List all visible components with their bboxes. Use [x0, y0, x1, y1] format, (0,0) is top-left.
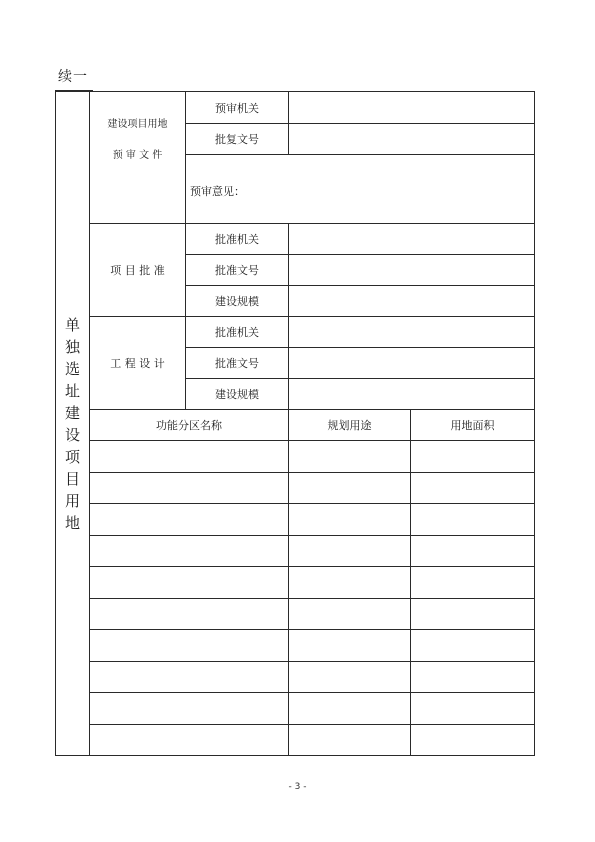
table-row — [56, 661, 535, 693]
design-authority-value[interactable] — [289, 317, 535, 348]
design-section-label: 工 程 设 计 — [90, 317, 186, 410]
table-row — [56, 630, 535, 662]
table-row — [56, 441, 535, 473]
table-row — [56, 535, 535, 567]
planned-use-header: 规划用途 — [289, 410, 411, 441]
zone-name-cell[interactable] — [90, 535, 289, 567]
pre-review-authority-label: 预审机关 — [186, 92, 289, 124]
pre-review-opinion[interactable] — [186, 155, 535, 224]
zone-name-cell[interactable] — [90, 724, 289, 756]
planned-use-cell[interactable] — [289, 598, 411, 630]
zone-name-cell[interactable] — [90, 661, 289, 693]
planned-use-cell[interactable] — [289, 630, 411, 662]
zone-name-cell[interactable] — [90, 441, 289, 473]
approval-scale-label: 建设规模 — [186, 286, 289, 317]
planned-use-cell[interactable] — [289, 472, 411, 504]
approval-authority-label: 批准机关 — [186, 224, 289, 255]
design-scale-label: 建设规模 — [186, 379, 289, 410]
planned-use-cell[interactable] — [289, 535, 411, 567]
zone-name-cell[interactable] — [90, 598, 289, 630]
approval-authority-value[interactable] — [289, 224, 535, 255]
zone-name-cell[interactable] — [90, 630, 289, 662]
land-area-cell[interactable] — [411, 567, 535, 599]
side-label: 单 独 选 址 建 设 项 目 用 地 — [56, 92, 90, 756]
design-doc-no-value[interactable] — [289, 348, 535, 379]
land-area-cell[interactable] — [411, 441, 535, 473]
land-area-cell[interactable] — [411, 472, 535, 504]
approval-section-label: 项 目 批 准 — [90, 224, 186, 317]
pre-review-opinion-label: 预审意见： — [190, 185, 245, 198]
land-area-cell[interactable] — [411, 693, 535, 725]
table-row — [56, 724, 535, 756]
design-authority-label: 批准机关 — [186, 317, 289, 348]
table-row — [56, 504, 535, 536]
planned-use-cell[interactable] — [289, 724, 411, 756]
approval-scale-value[interactable] — [289, 286, 535, 317]
table-row — [56, 693, 535, 725]
zone-name-cell[interactable] — [90, 567, 289, 599]
zone-name-cell[interactable] — [90, 472, 289, 504]
table-row — [56, 567, 535, 599]
page-number: - 3 - — [288, 782, 307, 792]
approval-doc-no-label: 批准文号 — [186, 255, 289, 286]
planned-use-cell[interactable] — [289, 567, 411, 599]
table-row — [56, 472, 535, 504]
pre-review-section-label: 建设项目用地 预 审 文 件 — [90, 92, 186, 224]
design-scale-value[interactable] — [289, 379, 535, 410]
design-doc-no-label: 批准文号 — [186, 348, 289, 379]
land-area-cell[interactable] — [411, 598, 535, 630]
pre-review-authority-value[interactable] — [289, 92, 535, 124]
land-area-cell[interactable] — [411, 630, 535, 662]
pre-review-doc-no-value[interactable] — [289, 124, 535, 155]
planned-use-cell[interactable] — [289, 693, 411, 725]
land-area-cell[interactable] — [411, 661, 535, 693]
planned-use-cell[interactable] — [289, 661, 411, 693]
land-area-cell[interactable] — [411, 535, 535, 567]
planned-use-cell[interactable] — [289, 441, 411, 473]
land-use-form — [55, 91, 535, 756]
pre-review-doc-no-label: 批复文号 — [186, 124, 289, 155]
page-header: 续一 — [58, 69, 88, 85]
zone-name-cell[interactable] — [90, 693, 289, 725]
approval-doc-no-value[interactable] — [289, 255, 535, 286]
land-area-header: 用地面积 — [411, 410, 535, 441]
zone-name-cell[interactable] — [90, 504, 289, 536]
table-row — [56, 598, 535, 630]
land-area-cell[interactable] — [411, 724, 535, 756]
land-area-cell[interactable] — [411, 504, 535, 536]
zone-name-header: 功能分区名称 — [90, 410, 289, 441]
planned-use-cell[interactable] — [289, 504, 411, 536]
